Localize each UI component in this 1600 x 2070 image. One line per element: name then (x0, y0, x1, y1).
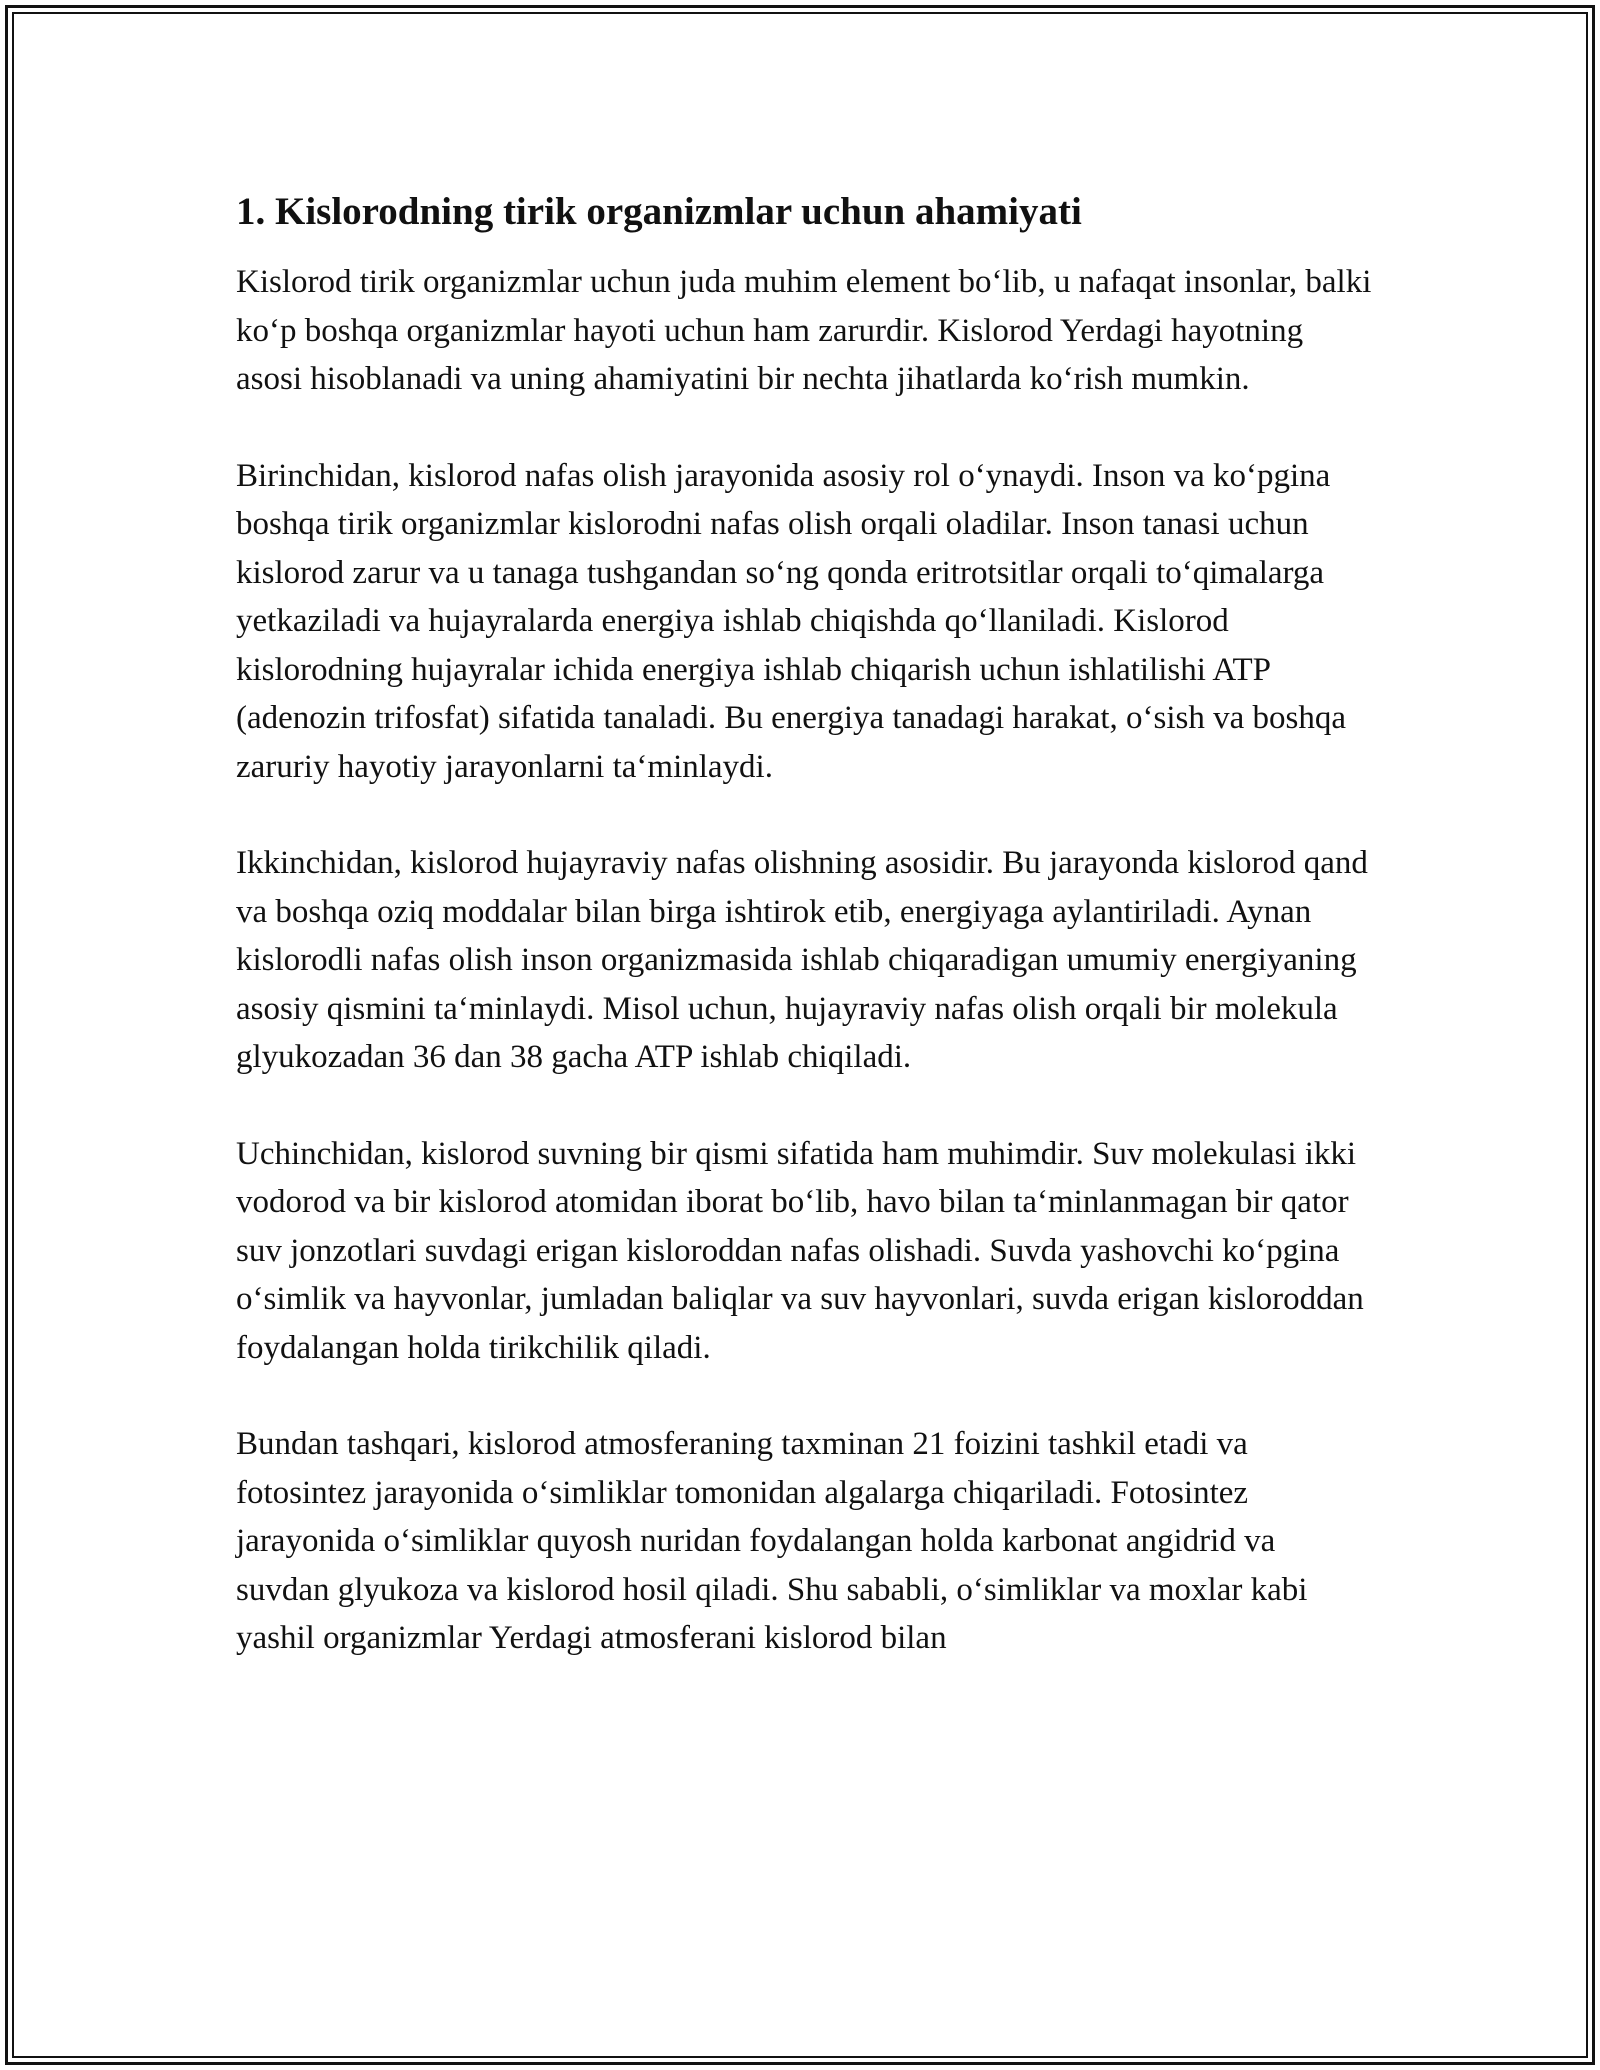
section-heading: 1. Kislorodning tirik organizmlar uchun ahamiyati (236, 190, 1082, 233)
paragraph-first-point: Birinchidan, kislorod nafas olish jarayonida asosiy rol o‘ynaydi. Inson va ko‘pgina boshqa tirik organizmlar kislorodni nafas olish orqali oladilar. Inson tanasi uchun kislorod zarur va u tanaga tushgandan so‘ng qonda eritrotsitlar orqali to‘qimalarga yetkaziladi va hujayralarda energiya ishlab chiqishda qo‘llaniladi. Kislorod kislorodning hujayralar ichida energiya ishlab chiqarish uchun ishlatilishi ATP (adenozin trifosfat) sifatida tanaladi. Bu energiya tanadagi harakat, o‘sish va boshqa zaruriy hayotiy jarayonlarni ta‘minlaydi. (236, 457, 1346, 785)
paragraph-additional: Bundan tashqari, kislorod atmosferaning taxminan 21 foizini tashkil etadi va fotosintez jarayonida o‘simliklar tomonidan algalarga chiqariladi. Fotosintez jarayonida o‘simliklar quyosh nuridan foydalangan holda karbonat angidrid va suvdan glyukoza va kislorod hosil qiladi. Shu sababli, o‘simliklar va moxlar kabi yashil organizmlar Yerdagi atmosferani kislorod bilan (236, 1426, 1308, 1656)
paragraph-intro: Kislorod tirik organizmlar uchun juda muhim element bo‘lib, u nafaqat insonlar, balki ko‘p boshqa organizmlar hayoti uchun ham zarurdir. Kislorod Yerdagi hayotning asosi hisoblanadi va uning ahamiyatini bir nechta jihatlarda ko‘rish mumkin. (236, 264, 1372, 397)
paragraph-third-point: Uchinchidan, kislorod suvning bir qismi sifatida ham muhimdir. Suv molekulasi ikki vodorod va bir kislorod atomidan iborat bo‘lib, havo bilan ta‘minlanmagan bir qator suv jonzotlari suvdagi erigan kisloroddan nafas olishadi. Suvda yashovchi ko‘pgina o‘simlik va hayvonlar, jumladan baliqlar va suv hayvonlari, suvda erigan kisloroddan foydalangan holda tirikchilik qiladi. (236, 1135, 1364, 1366)
document-body (236, 186, 1376, 1711)
paragraph-second-point: Ikkinchidan, kislorod hujayraviy nafas olishning asosidir. Bu jarayonda kislorod qand va boshqa oziq moddalar bilan birga ishtirok etib, energiyaga aylantiriladi. Aynan kislorodli nafas olish inson organizmasida ishlab chiqaradigan umumiy energiyaning asosiy qismini ta‘minlaydi. Misol uchun, hujayraviy nafas olish orqali bir molekula glyukozadan 36 dan 38 gacha ATP ishlab chiqiladi. (236, 845, 1368, 1075)
